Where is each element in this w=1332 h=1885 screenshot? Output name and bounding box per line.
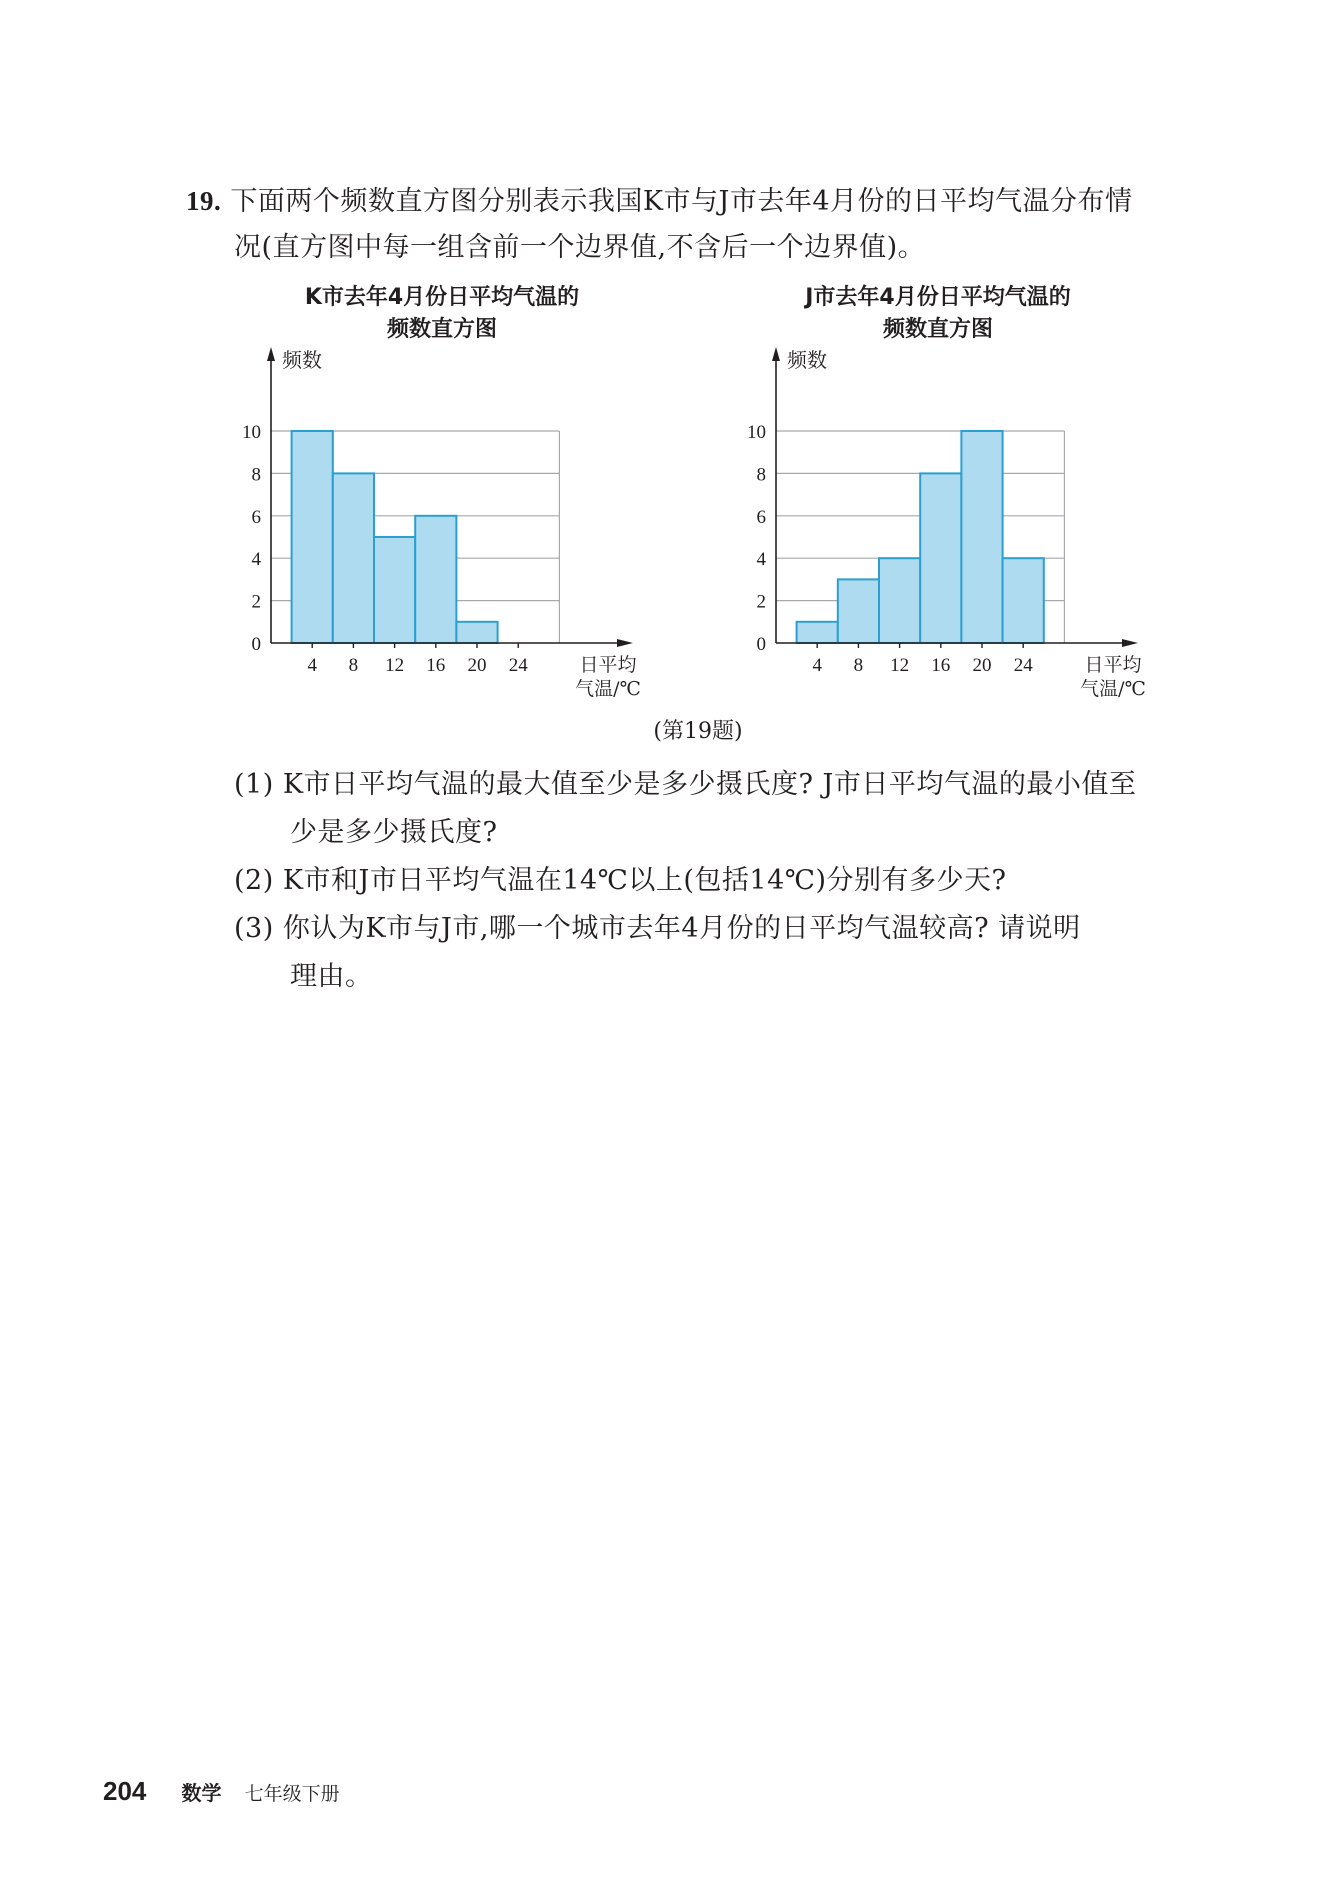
chart-j-x-tick-label: 20	[972, 655, 992, 676]
problem-stem-line1	[186, 181, 1133, 222]
problem-stem-line2: 况(直方图中每一组含前一个边界值,不含后一个边界值)。	[234, 232, 926, 263]
chart-j-x-label-line2: 气温/℃	[1080, 678, 1146, 700]
chart-k-bar	[292, 431, 333, 643]
chart-j-x-tick-label: 12	[890, 655, 910, 676]
chart-j-y-tick-label: 10	[747, 422, 766, 443]
chart-j-bar	[797, 622, 838, 643]
chart-k-bar	[333, 473, 374, 643]
problem-stem-text-1: 下面两个频数直方图分别表示我国K市与J市去年4月份的日平均气温分布情	[230, 186, 1133, 217]
page-number: 204	[103, 1776, 147, 1806]
page-footer	[103, 1776, 340, 1807]
chart-j-title-line2: 频数直方图	[882, 317, 993, 342]
chart-j-bar	[879, 558, 920, 643]
sub-question-3-line2: 理由。	[290, 961, 373, 992]
chart-j-y-tick-label: 2	[756, 591, 766, 613]
chart-j-x-tick-label: 8	[853, 655, 864, 676]
chart-k-x-label-line2: 气温/℃	[575, 678, 641, 700]
chart-k-histogram	[230, 345, 650, 705]
chart-j-bar	[961, 431, 1002, 643]
chart-j-y-tick-label: 8	[756, 464, 766, 486]
footer-grade: 七年级下册	[244, 1783, 340, 1805]
chart-k-x-tick-label: 20	[467, 655, 487, 676]
sub-question-2: (2) K市和J市日平均气温在14℃以上(包括14℃)分别有多少天?	[234, 865, 1007, 896]
chart-k-bar	[456, 622, 497, 643]
chart-j-y-label: 频数	[787, 348, 827, 372]
sub-question-1-line1: (1) K市日平均气温的最大值至少是多少摄氏度? J市日平均气温的最小值至	[234, 769, 1137, 800]
figure-caption: (第19题)	[653, 719, 743, 744]
chart-j-x-label-line1: 日平均	[1084, 654, 1142, 676]
chart-k-title	[252, 282, 632, 346]
chart-k-y-label: 频数	[282, 348, 322, 372]
chart-j-x-axis-arrow	[1122, 639, 1138, 647]
chart-k-x-label-line1: 日平均	[579, 654, 637, 676]
chart-j-y-tick-label: 0	[756, 634, 766, 655]
chart-k-y-tick-label: 6	[251, 506, 261, 528]
sub-question-3-line1: (3) 你认为K市与J市,哪一个城市去年4月份的日平均气温较高? 请说明	[234, 913, 1081, 944]
chart-k-x-tick-label: 4	[307, 655, 317, 676]
chart-k-x-tick-label: 16	[426, 655, 446, 676]
footer-subject: 数学	[181, 1781, 222, 1805]
chart-k-y-tick-label: 8	[251, 464, 261, 486]
chart-k-y-tick-label: 2	[251, 591, 261, 613]
chart-k-y-tick-label: 0	[251, 634, 261, 655]
chart-k-y-tick-label: 10	[242, 422, 261, 443]
chart-j-y-tick-label: 6	[756, 506, 766, 528]
chart-k-bar	[415, 516, 456, 643]
chart-k-x-axis-arrow	[617, 639, 633, 647]
chart-k-x-tick-label: 24	[508, 655, 528, 676]
chart-k-y-axis-arrow	[267, 347, 275, 361]
chart-j-title-line1: J市去年4月份日平均气温的	[805, 285, 1071, 310]
chart-j-x-tick-label: 16	[931, 655, 951, 676]
chart-k-x-tick-label: 8	[348, 655, 359, 676]
chart-k-y-tick-label: 4	[251, 549, 261, 571]
chart-j-histogram	[735, 345, 1155, 705]
problem-number: 19.	[186, 186, 222, 216]
chart-k-title-line1: K市去年4月份日平均气温的	[304, 285, 580, 310]
chart-j-y-axis-arrow	[772, 347, 780, 361]
sub-question-1-line2: 少是多少摄氏度?	[290, 817, 498, 848]
chart-k-x-tick-label: 12	[385, 655, 405, 676]
chart-j-x-tick-label: 4	[812, 655, 822, 676]
chart-j-bar	[838, 579, 879, 643]
chart-j-bar	[920, 473, 961, 643]
chart-j-y-tick-label: 4	[756, 549, 766, 571]
chart-k-title-line2: 频数直方图	[386, 317, 497, 342]
chart-k-bar	[374, 537, 415, 643]
chart-j-bar	[1003, 558, 1044, 643]
chart-j-x-tick-label: 24	[1013, 655, 1033, 676]
chart-j-title	[748, 282, 1128, 346]
